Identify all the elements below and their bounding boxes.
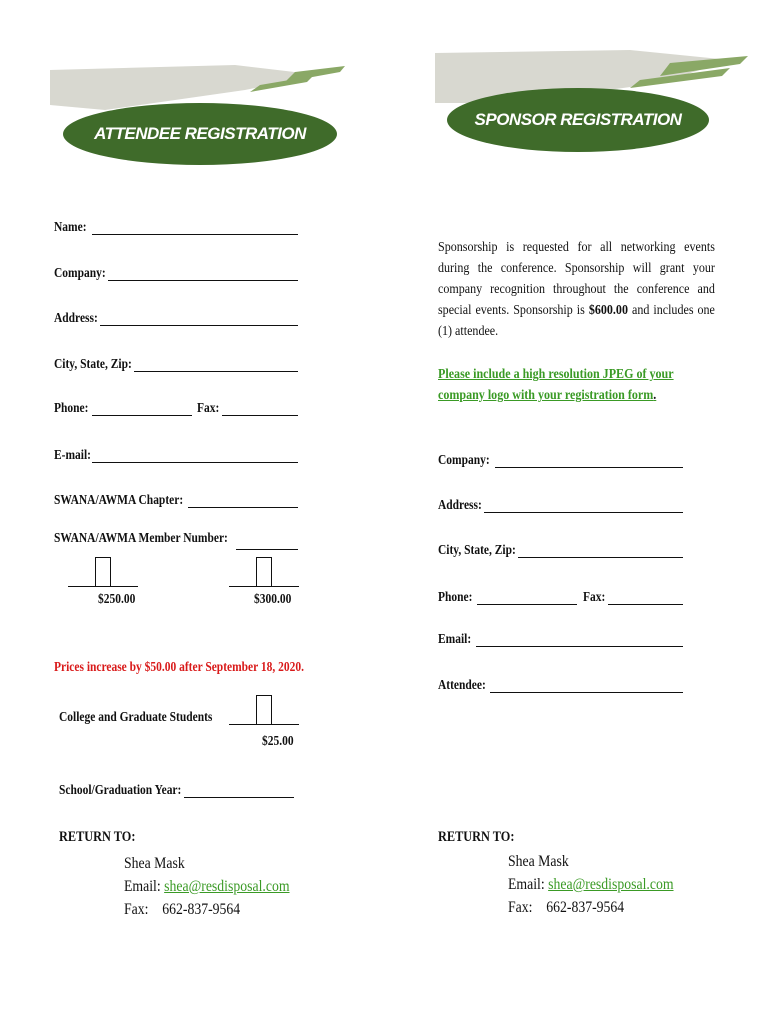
student-price: $25.00 — [262, 734, 294, 749]
logo-note — [438, 364, 715, 406]
attendee-return-contact — [124, 852, 290, 921]
sponsor-contact-fax: Fax: 662-837-9564 — [508, 899, 625, 916]
phone-label: Phone: — [54, 401, 89, 416]
sponsor-attendee-label: Attendee: — [438, 678, 486, 693]
member-number-label: SWANA/AWMA Member Number: — [54, 531, 228, 546]
city-state-zip-field[interactable] — [134, 371, 298, 372]
sponsor-registration-title: SPONSOR REGISTRATION — [447, 88, 709, 152]
logo-note-end: . — [653, 388, 657, 403]
sponsor-phone-label: Phone: — [438, 590, 473, 605]
company-field[interactable] — [108, 280, 298, 281]
sponsor-description — [438, 237, 715, 342]
email-label: E-mail: — [54, 448, 91, 463]
school-year-field[interactable] — [184, 797, 294, 798]
attendee-contact-name: Shea Mask — [124, 855, 185, 872]
address-label: Address: — [54, 311, 98, 326]
sponsor-company-field[interactable] — [495, 467, 683, 468]
company-label: Company: — [54, 266, 106, 281]
nonmember-price-checkbox[interactable] — [256, 557, 272, 587]
member-price: $250.00 — [98, 592, 136, 607]
address-field[interactable] — [100, 325, 298, 326]
sponsor-return-contact — [508, 850, 674, 919]
name-label: Name: — [54, 220, 87, 235]
price-increase-notice: Prices increase by $50.00 after September 18, 2020. — [54, 660, 304, 675]
sponsor-address-label: Address: — [438, 498, 482, 513]
sponsor-contact-email-label: Email: — [508, 876, 545, 893]
member-price-checkbox[interactable] — [95, 557, 111, 587]
sponsor-city-state-zip-field[interactable] — [518, 557, 683, 558]
fax-label: Fax: — [197, 401, 220, 416]
sponsor-description-text-1: Sponsorship is requested for all networking events during the conference. Sponsorship will grant your company recognition throughout the conference and special events. Sponsorship is — [438, 240, 715, 318]
city-state-zip-label: City, State, Zip: — [54, 357, 132, 372]
student-label: College and Graduate Students — [59, 710, 213, 725]
member-number-field[interactable] — [236, 549, 298, 550]
sponsor-attendee-field[interactable] — [490, 692, 683, 693]
name-field[interactable] — [92, 234, 298, 235]
sponsor-fax-field[interactable] — [608, 604, 683, 605]
attendee-return-to-label: RETURN TO: — [59, 829, 136, 845]
chapter-field[interactable] — [188, 507, 298, 508]
phone-field[interactable] — [92, 415, 192, 416]
nonmember-price: $300.00 — [254, 592, 292, 607]
attendee-contact-email-label: Email: — [124, 878, 161, 895]
sponsor-fax-label: Fax: — [583, 590, 606, 605]
sponsor-phone-field[interactable] — [477, 604, 577, 605]
sponsor-contact-email-row — [508, 873, 674, 896]
student-price-checkbox[interactable] — [256, 695, 272, 725]
attendee-contact-email-link[interactable]: shea@resdisposal.com — [164, 878, 290, 895]
fax-field[interactable] — [222, 415, 298, 416]
sponsor-city-state-zip-label: City, State, Zip: — [438, 543, 516, 558]
attendee-registration-title: ATTENDEE REGISTRATION — [63, 103, 337, 165]
sponsor-return-to-label: RETURN TO: — [438, 829, 515, 845]
chapter-label: SWANA/AWMA Chapter: — [54, 493, 184, 508]
email-field[interactable] — [92, 462, 298, 463]
sponsor-company-label: Company: — [438, 453, 490, 468]
school-year-label: School/Graduation Year: — [59, 783, 182, 798]
sponsor-contact-name: Shea Mask — [508, 853, 569, 870]
sponsor-amount: $600.00 — [588, 303, 628, 318]
sponsor-address-field[interactable] — [484, 512, 683, 513]
attendee-contact-email-row — [124, 875, 290, 898]
logo-note-text: Please include a high resolution JPEG of your company logo with your registration form — [438, 367, 674, 403]
sponsor-contact-email-link[interactable]: shea@resdisposal.com — [548, 876, 674, 893]
attendee-contact-fax: Fax: 662-837-9564 — [124, 901, 241, 918]
sponsor-email-field[interactable] — [476, 646, 683, 647]
sponsor-description-text-2: and includes one (1) attendee. — [438, 303, 715, 339]
sponsor-email-label: Email: — [438, 632, 472, 647]
